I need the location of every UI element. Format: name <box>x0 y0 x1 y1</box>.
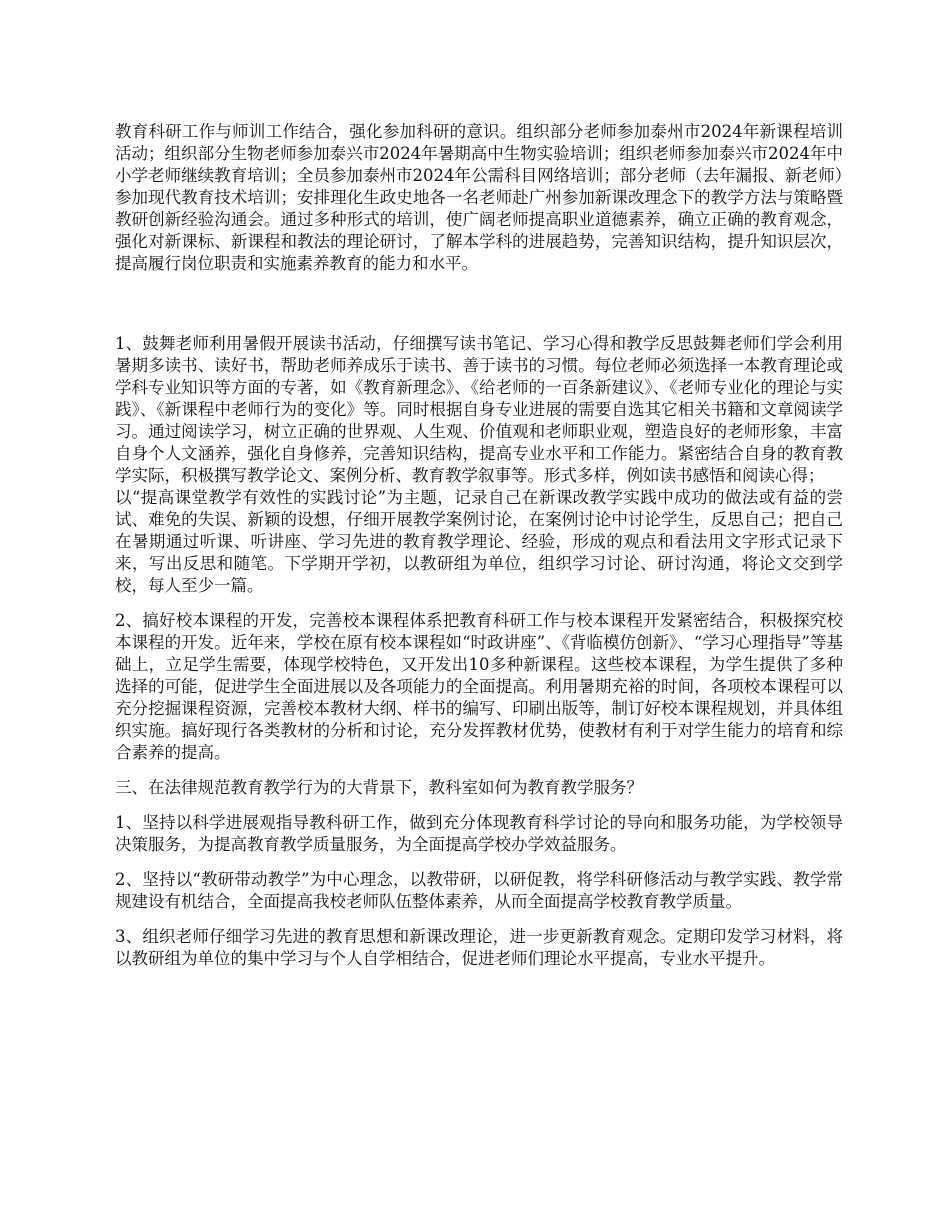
paragraph-learning-materials: 3、组织老师仔细学习先进的教育思想和新课改理论，进一步更新教育观念。定期印发学习材料，将以教研组为单位的集中学习与个人自学相结合，促进老师们理论水平提高，专业水平提升。 <box>115 927 843 968</box>
document-page <box>115 121 843 970</box>
paragraph-research-teaching: 2、坚持以“教研带动教学”为中心理念，以教带研，以研促教，将学科研修活动与教学实践、教学常规建设有机结合，全面提高我校老师队伍整体素养，从而全面提高学校教育教学质量。 <box>115 870 843 911</box>
section-heading-three: 三、在法律规范教育教学行为的大背景下，教科室如何为教育教学服务？ <box>115 778 643 797</box>
paragraph-school-curriculum: 2、搞好校本课程的开发，完善校本课程体系把教育科研工作与校本课程开发紧密结合，积极探究校本课程的开发。近年来，学校在原有校本课程如“时政讲座”、《背临模仿创新》、“学习心理指导”等基础上，立足学生需要，体现学校特色，又开发出10多种新课程。这些校本课程，为学生提供了多种选择的可能，促进学生全面进展以及各项能力的全面提高。利用暑期充裕的时间，各项校本课程可以充分挖掘课程资源，完善校本教材大纲、样书的编写、印刷出版等，制订好校本课程规划，并具体组织实施。搞好现行各类教材的分析和讨论，充分发挥教材优势，使教材有利于对学生能力的培育和综合素养的提高。 <box>115 611 843 762</box>
paragraph-scientific-guidance: 1、坚持以科学进展观指导教科研工作，做到充分体现教育科学讨论的导向和服务功能，为学校领导决策服务，为提高教育教学质量服务，为全面提高学校办学效益服务。 <box>115 813 843 854</box>
paragraph-reading-activity: 1、鼓舞老师利用暑假开展读书活动，仔细撰写读书笔记、学习心得和教学反思鼓舞老师们学会利用暑期多读书、读好书，帮助老师养成乐于读书、善于读书的习惯。每位老师必须选择一本教育理论或学科专业知识等方面的专著，如《教育新理念》、《给老师的一百条新建议》、《老师专业化的理论与实践》、《新课程中老师行为的变化》等。同时根据自身专业进展的需要自选其它相关书籍和文章阅读学习。通过阅读学习，树立正确的世界观、人生观、价值观和老师职业观，塑造良好的老师形象，丰富自身个人文涵养，强化自身修养，完善知识结构，提高专业水平和工作能力。紧密结合自身的教育教学实际，积极撰写教学论文、案例分析、教育教学叙事等。形式多样，例如读书感悟和阅读心得； 以“提高课堂教学有效性的实践讨论”为主题，记录自己在新课改教学实践中成功的做法或有益的尝试、难免的失误、新颖的设想，仔细开展教学案例讨论，在案例讨论中讨论学生，反思自己；把自己在暑期通过听课、听讲座、学习先进的教育教学理论、经验，形成的观点和看法用文字形式记录下来，写出反思和随笔。下学期开学初，以教研组为单位，组织学习讨论、研讨沟通，将论文交到学校，每人至少一篇。 <box>115 334 843 595</box>
paragraph-teacher-training: 教育科研工作与师训工作结合，强化参加科研的意识。组织部分老师参加泰州市2024年新课程培训活动；组织部分生物老师参加泰兴市2024年暑期高中生物实验培训；组织老师参加泰兴市2024年中小学老师继续教育培训；全员参加泰州市2024年公需科目网络培训；部分老师（去年漏报、新老师）参加现代教育技术培训；安排理化生政史地各一名老师赴广州参加新课改理念下的教学方法与策略暨教研创新经验沟通会。通过多种形式的培训，使广阔老师提高职业道德素养，确立正确的教育观念，强化对新课标、新课程和教法的理论研讨，了解本学科的进展趋势，完善知识结构，提升知识层次，提高履行岗位职责和实施素养教育的能力和水平。 <box>115 122 843 273</box>
